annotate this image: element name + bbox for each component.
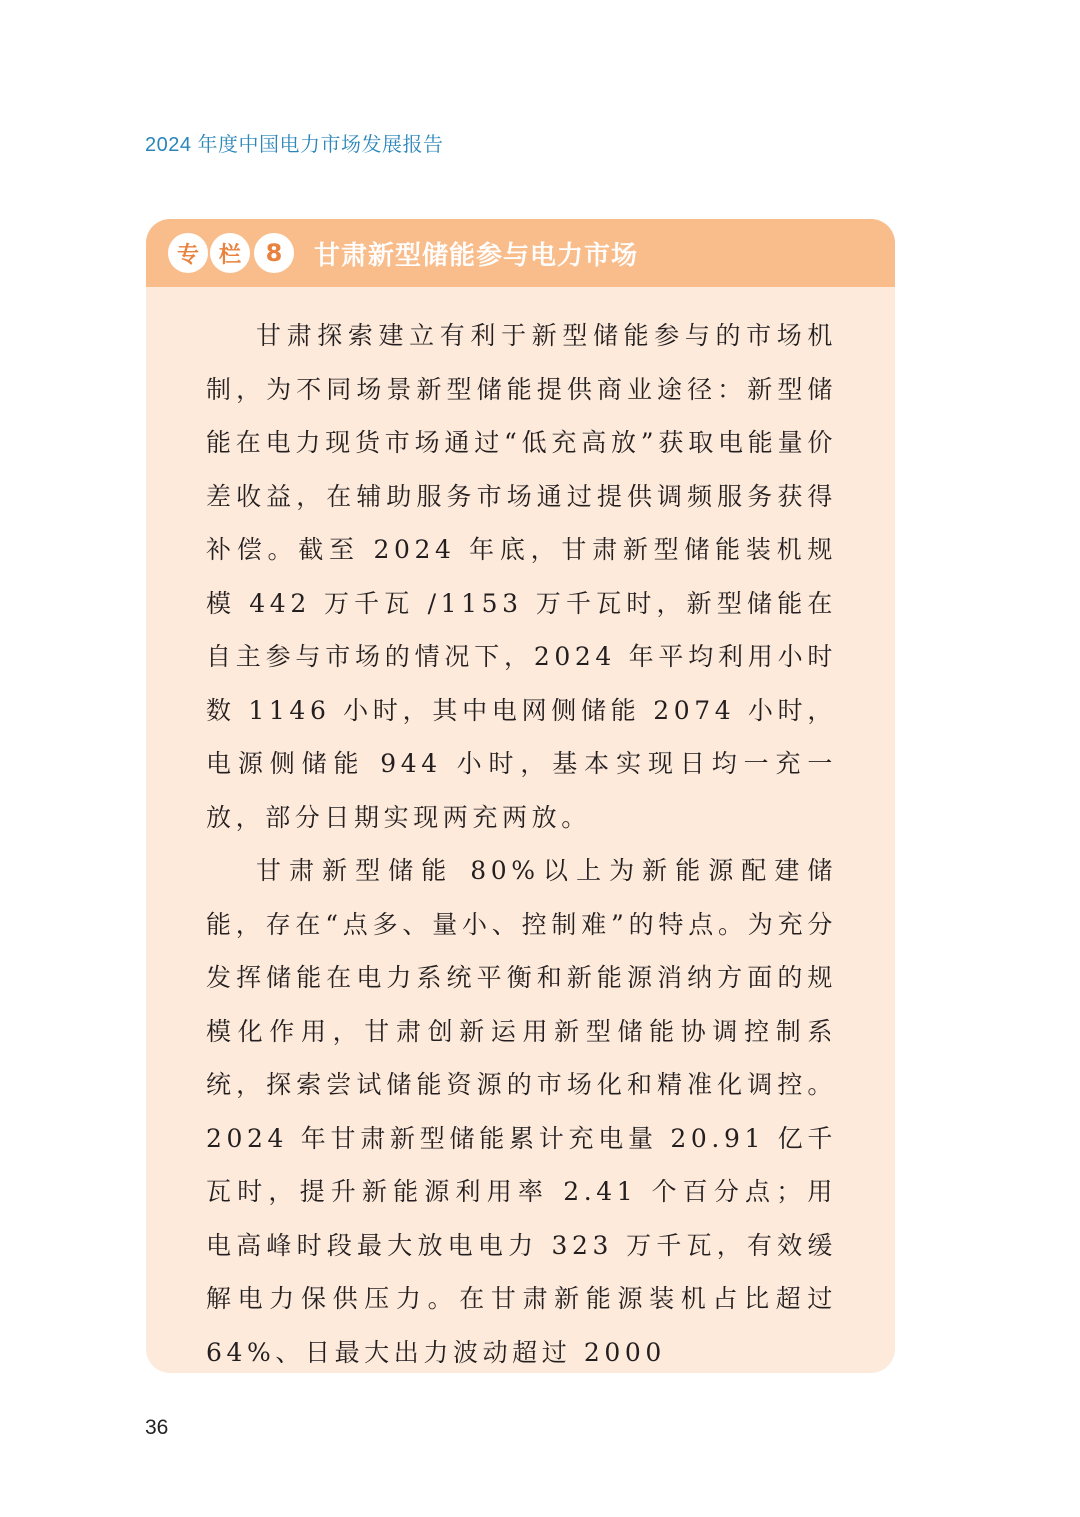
column-box [146,219,895,1373]
page-number: 36 [145,1416,169,1439]
column-body [146,287,895,1373]
badge-number: 8 [254,233,294,273]
column-badge [168,233,296,273]
column-title: 甘肃新型储能参与电力市场 [314,240,639,271]
column-header [146,219,895,287]
paragraph-1: 甘肃探索建立有利于新型储能参与的市场机制，为不同场景新型储能提供商业途径：新型储能在电力现货市场通过“低充高放”获取电能量价差收益，在辅助服务市场通过提供调频服务获得补偿。截至 2024 年底，甘肃新型储能装机规模 442 万千瓦 /1153 万千瓦时，新型储能在自主参与市场的情况下，2024 年平均利用小时数 1146 小时，其中电网侧储能 2074 小时，电源侧储能 944 小时，基本实现日均一充一放，部分日期实现两充两放。 [206,321,837,832]
paragraph-2: 甘肃新型储能 80%以上为新能源配建储能，存在“点多、量小、控制难”的特点。为充分发挥储能在电力系统平衡和新能源消纳方面的规模化作用，甘肃创新运用新型储能协调控制系统，探索尝试储能资源的市场化和精准化调控。2024 年甘肃新型储能累计充电量 20.91 亿千瓦时，提升新能源利用率 2.41 个百分点；用电高峰时段最大放电电力 323 万千瓦，有效缓解电力保供压力。在甘肃新能源装机占比超过 64%、日最大出力波动超过 2000 [206,856,837,1367]
badge-char-2: 栏 [210,233,250,273]
running-header: 2024 年度中国电力市场发展报告 [145,134,444,156]
badge-char-1: 专 [168,233,208,273]
